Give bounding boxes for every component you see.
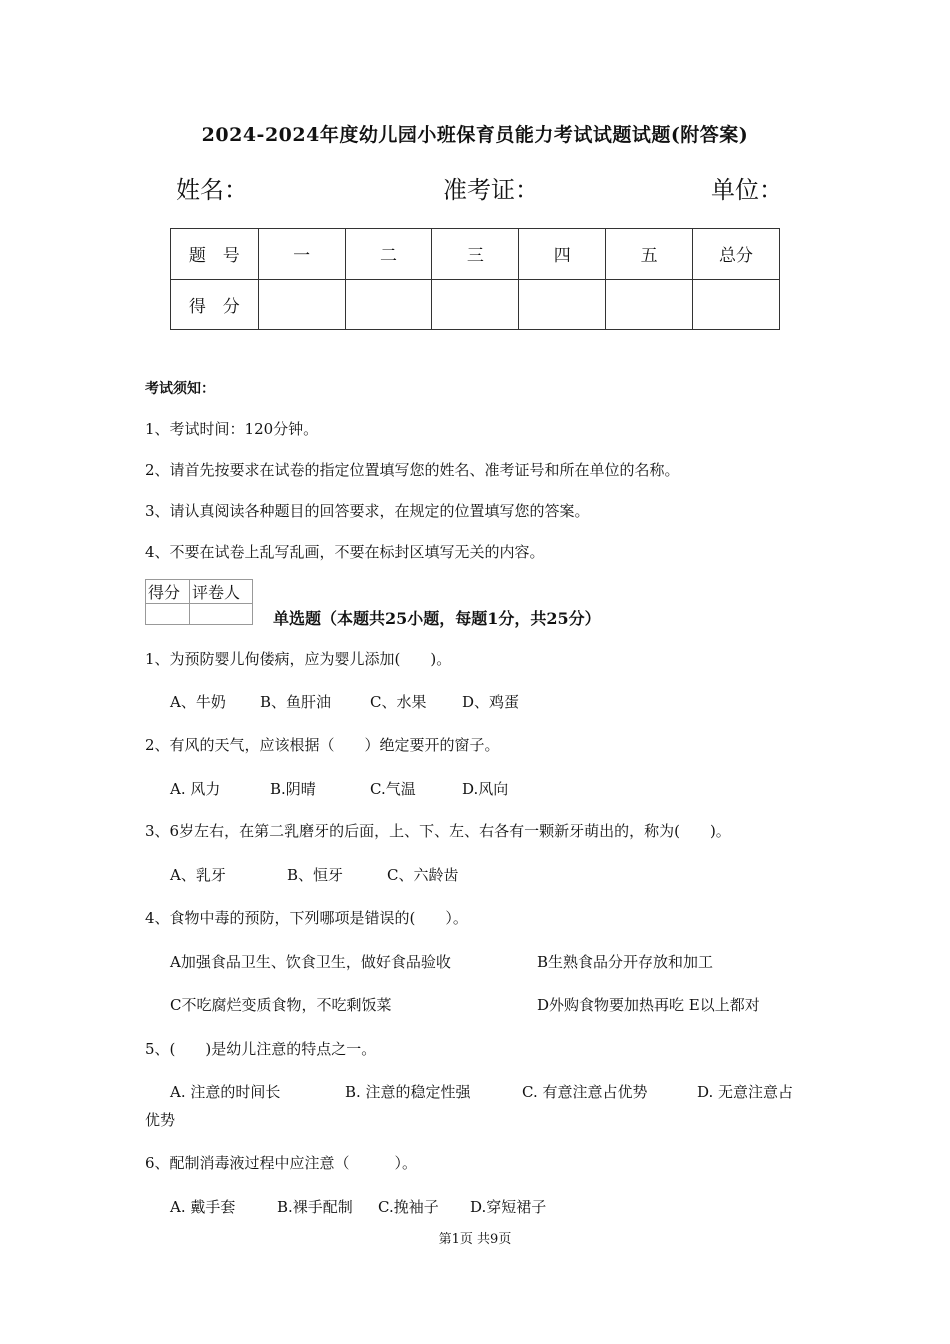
page-footer: 第1页 共9页 <box>438 1232 512 1247</box>
question-option: B、恒牙 <box>287 866 344 884</box>
score-cell <box>693 279 780 330</box>
grader-box <box>145 579 253 625</box>
grader-name-label: 评卷人 <box>189 580 252 604</box>
page-title: 2024-2024年度幼儿园小班保育员能力考试试题试题(附答案) <box>201 124 749 146</box>
score-header-cell: 三 <box>432 229 519 280</box>
question-option: B.裸手配制 <box>277 1198 353 1216</box>
section-title: 单选题（本题共25小题，每题1分，共25分） <box>273 609 601 628</box>
question-option: A、乳牙 <box>170 866 226 884</box>
question-option: D.风向 <box>462 780 509 798</box>
score-cell <box>345 279 432 330</box>
question-text: 3、6岁左右，在第二乳磨牙的后面，上、下、左、右各有一颗新牙萌出的，称为( )。 <box>145 822 731 840</box>
question-option: C.气温 <box>370 780 416 798</box>
question-option: C、六龄齿 <box>387 866 459 884</box>
question-option: B. 注意的稳定性强 <box>345 1083 471 1101</box>
notice-item: 2、请首先按要求在试卷的指定位置填写您的姓名、准考证号和所在单位的名称。 <box>145 461 680 479</box>
score-table-header-row <box>171 229 780 280</box>
question-option: A. 风力 <box>170 780 221 798</box>
question-option: B.阴晴 <box>270 780 316 798</box>
score-table <box>170 228 780 330</box>
grader-name-cell <box>189 604 252 625</box>
exam-id-field-label: 准考证： <box>443 176 539 204</box>
question-option: D. 无意注意占 <box>697 1083 794 1101</box>
notice-item: 4、不要在试卷上乱写乱画，不要在标封区填写无关的内容。 <box>145 543 545 561</box>
question-option: A. 注意的时间长 <box>170 1083 281 1101</box>
question-option: D、鸡蛋 <box>462 693 520 711</box>
question-text: 5、( )是幼儿注意的特点之一。 <box>145 1040 377 1058</box>
question-option-continuation: 优势 <box>145 1111 176 1129</box>
score-cell <box>432 279 519 330</box>
question-text: 2、有风的天气，应该根据（ ）绝定要开的窗子。 <box>145 736 500 754</box>
question-option: B生熟食品分开存放和加工 <box>537 953 714 971</box>
score-header-cell: 四 <box>519 229 606 280</box>
score-header-cell: 二 <box>345 229 432 280</box>
question-text: 6、配制消毒液过程中应注意（ ）。 <box>145 1154 418 1172</box>
score-cell <box>258 279 345 330</box>
score-cell <box>606 279 693 330</box>
unit-field-label: 单位： <box>711 176 783 204</box>
name-field-label: 姓名： <box>176 176 248 204</box>
score-header-cell: 五 <box>606 229 693 280</box>
score-table-score-row <box>171 279 780 330</box>
question-text: 1、为预防婴儿佝偻病，应为婴儿添加( )。 <box>145 650 452 668</box>
score-header-cell: 总分 <box>693 229 780 280</box>
question-option: D外购食物要加热再吃 E以上都对 <box>537 996 760 1014</box>
score-cell <box>519 279 606 330</box>
notice-heading: 考试须知： <box>145 381 215 397</box>
question-option: B、鱼肝油 <box>260 693 332 711</box>
question-option: A、牛奶 <box>170 693 226 711</box>
question-option: C. 有意注意占优势 <box>522 1083 648 1101</box>
notice-item: 1、考试时间：120分钟。 <box>145 420 319 438</box>
question-option: D.穿短裙子 <box>470 1198 547 1216</box>
question-option: A加强食品卫生、饮食卫生，做好食品验收 <box>170 953 451 971</box>
score-header-cell: 一 <box>258 229 345 280</box>
grader-score-cell <box>146 604 190 625</box>
question-option: A. 戴手套 <box>170 1198 236 1216</box>
question-option: C不吃腐烂变质食物，不吃剩饭菜 <box>170 996 392 1014</box>
grader-score-label: 得分 <box>146 580 190 604</box>
question-option: C.挽袖子 <box>378 1198 439 1216</box>
question-text: 4、食物中毒的预防，下列哪项是错误的( ）。 <box>145 909 468 927</box>
notice-item: 3、请认真阅读各种题目的回答要求，在规定的位置填写您的答案。 <box>145 502 590 520</box>
score-row-label: 得 分 <box>171 279 259 330</box>
question-option: C、水果 <box>370 693 427 711</box>
score-header-cell: 题 号 <box>171 229 259 280</box>
